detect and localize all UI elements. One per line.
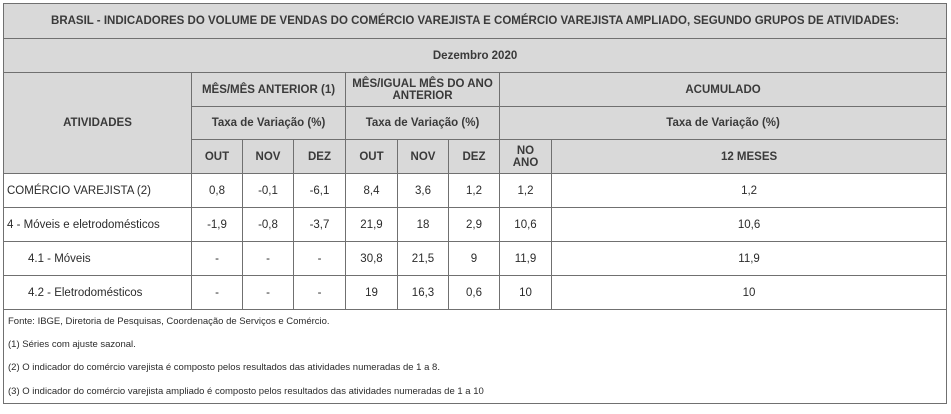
period-header: Dezembro 2020 [4,39,947,73]
table-cell: - [294,242,346,276]
table-cell: 16,3 [398,276,449,310]
table-cell: 3,6 [398,174,449,208]
col-header-out-2: OUT [346,140,398,174]
table-cell: 21,5 [398,242,449,276]
table-cell: 1,2 [552,174,947,208]
col-header-nov-2: NOV [398,140,449,174]
row-label: 4.1 - Móveis [4,242,192,276]
table-cell: - [192,276,243,310]
table-cell: - [243,242,294,276]
table-cell: 0,8 [192,174,243,208]
table-cell: -6,1 [294,174,346,208]
col-header-dez-1: DEZ [294,140,346,174]
taxa-header-2: Taxa de Variação (%) [346,107,500,140]
footnote-row [4,333,947,356]
table-title: BRASIL - INDICADORES DO VOLUME DE VENDAS DO COMÉRCIO VAREJISTA E COMÉRCIO VAREJISTA AMPLIADO, SEGUNDO GRUPOS DE ATIVIDADES: [4,4,947,39]
col-header-no-ano: NO ANO [500,140,552,174]
row-label: 4 - Móveis e eletrodomésticos [4,208,192,242]
row-label: 4.2 - Eletrodomésticos [4,276,192,310]
table-cell: 11,9 [552,242,947,276]
footnote-1: (1) Séries com ajuste sazonal. [4,333,947,356]
table-cell: 11,9 [500,242,552,276]
table-cell: 30,8 [346,242,398,276]
table-cell: -1,9 [192,208,243,242]
group-header-igual-mes: MÊS/IGUAL MÊS DO ANO ANTERIOR [346,73,500,107]
table-cell: - [243,276,294,310]
table-row [4,174,947,208]
table-cell: 10 [552,276,947,310]
footnote-source: Fonte: IBGE, Diretoria de Pesquisas, Coordenação de Serviços e Comércio. [4,310,947,334]
table-cell: 1,2 [500,174,552,208]
footnote-row [4,356,947,379]
col-header-out-1: OUT [192,140,243,174]
table-cell: 0,6 [449,276,500,310]
table-row [4,276,947,310]
col-header-nov-1: NOV [243,140,294,174]
table-cell: 21,9 [346,208,398,242]
table-cell: - [294,276,346,310]
group-header-acumulado: ACUMULADO [500,73,947,107]
atividades-header: ATIVIDADES [4,73,192,174]
taxa-header-3: Taxa de Variação (%) [500,107,947,140]
footnote-row [4,379,947,404]
table-cell: 1,2 [449,174,500,208]
table-row [4,208,947,242]
table-cell: 10,6 [552,208,947,242]
footnote-row [4,310,947,334]
group-header-mes-anterior: MÊS/MÊS ANTERIOR (1) [192,73,346,107]
table-cell: -0,8 [243,208,294,242]
table-cell: -3,7 [294,208,346,242]
table-cell: 10,6 [500,208,552,242]
footnote-3: (3) O indicador do comércio varejista ampliado é composto pelos resultados das atividades numeradas de 1 a 10 [4,379,947,404]
col-header-12-meses: 12 MESES [552,140,947,174]
sales-indicators-table [3,3,947,404]
taxa-header-1: Taxa de Variação (%) [192,107,346,140]
table-cell: - [192,242,243,276]
table-cell: 9 [449,242,500,276]
col-header-dez-2: DEZ [449,140,500,174]
table-cell: 10 [500,276,552,310]
footnote-2: (2) O indicador do comércio varejista é composto pelos resultados das atividades numeradas de 1 a 8. [4,356,947,379]
table-cell: 18 [398,208,449,242]
row-label: COMÉRCIO VAREJISTA (2) [4,174,192,208]
table-row [4,242,947,276]
table-cell: 19 [346,276,398,310]
table-cell: 8,4 [346,174,398,208]
table-cell: 2,9 [449,208,500,242]
table-cell: -0,1 [243,174,294,208]
